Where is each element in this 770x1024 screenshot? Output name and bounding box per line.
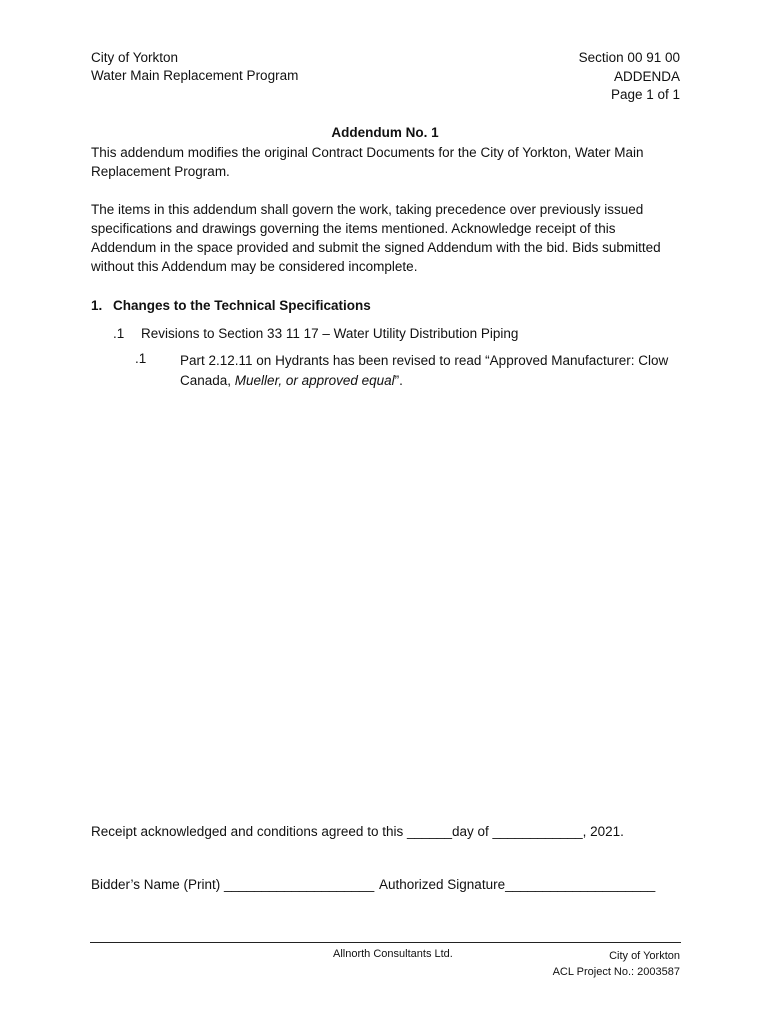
document-title: Addendum No. 1 [331,125,439,140]
subitem-text-plain: Part 2.12.11 on Hydrants has been revised to read “Approved Manufacturer: Clow Canada, [180,353,669,388]
subitem-text-end: ”. [394,373,403,388]
intro-paragraph: This addendum modifies the original Contract Documents for the City of Yorkton, Water Main Replacement Program. [91,145,644,179]
footer-company: Allnorth Consultants Ltd. [333,948,453,960]
subitem-number: .1 [135,351,147,366]
authorized-signature-field[interactable]: Authorized Signature____________________ [379,877,656,892]
header-page-number: Page 1 of 1 [610,87,680,102]
section-item [113,326,518,341]
subitem-text-italic: Mueller, or approved equal [234,373,395,388]
section-heading [91,298,371,313]
section-title: Changes to the Technical Specifications [113,298,371,313]
header-section: Section 00 91 00 [578,50,680,65]
header-right [579,49,680,105]
header-program: Water Main Replacement Program [91,68,299,83]
footer-right [553,948,680,980]
header-client: City of Yorkton [91,50,179,65]
subitem-text [180,351,700,391]
item-text: Revisions to Section 33 11 17 – Water Utility Distribution Piping [141,326,519,341]
item-number: .1 [113,326,125,341]
bidder-name-field[interactable]: Bidder’s Name (Print) ____________________ [91,877,375,892]
footer-divider [90,942,681,943]
footer-project-number: ACL Project No.: 2003587 [552,966,680,978]
footer-client: City of Yorkton [609,950,680,962]
header-doc-type: ADDENDA [613,68,680,84]
receipt-acknowledgement-line[interactable]: Receipt acknowledged and conditions agreed to this ______day of ____________, 2021. [91,824,624,839]
instructions-paragraph: The items in this addendum shall govern the work, taking precedence over previously issued specifications and drawings governing the items mentioned. Acknowledge receipt of this Addendum in the space provided and submit the signed Addendum with the bid. Bids submitted without this Addendum may be considered incomplete. [91,202,661,274]
header-left [91,49,298,85]
section-number: 1. [91,298,103,313]
